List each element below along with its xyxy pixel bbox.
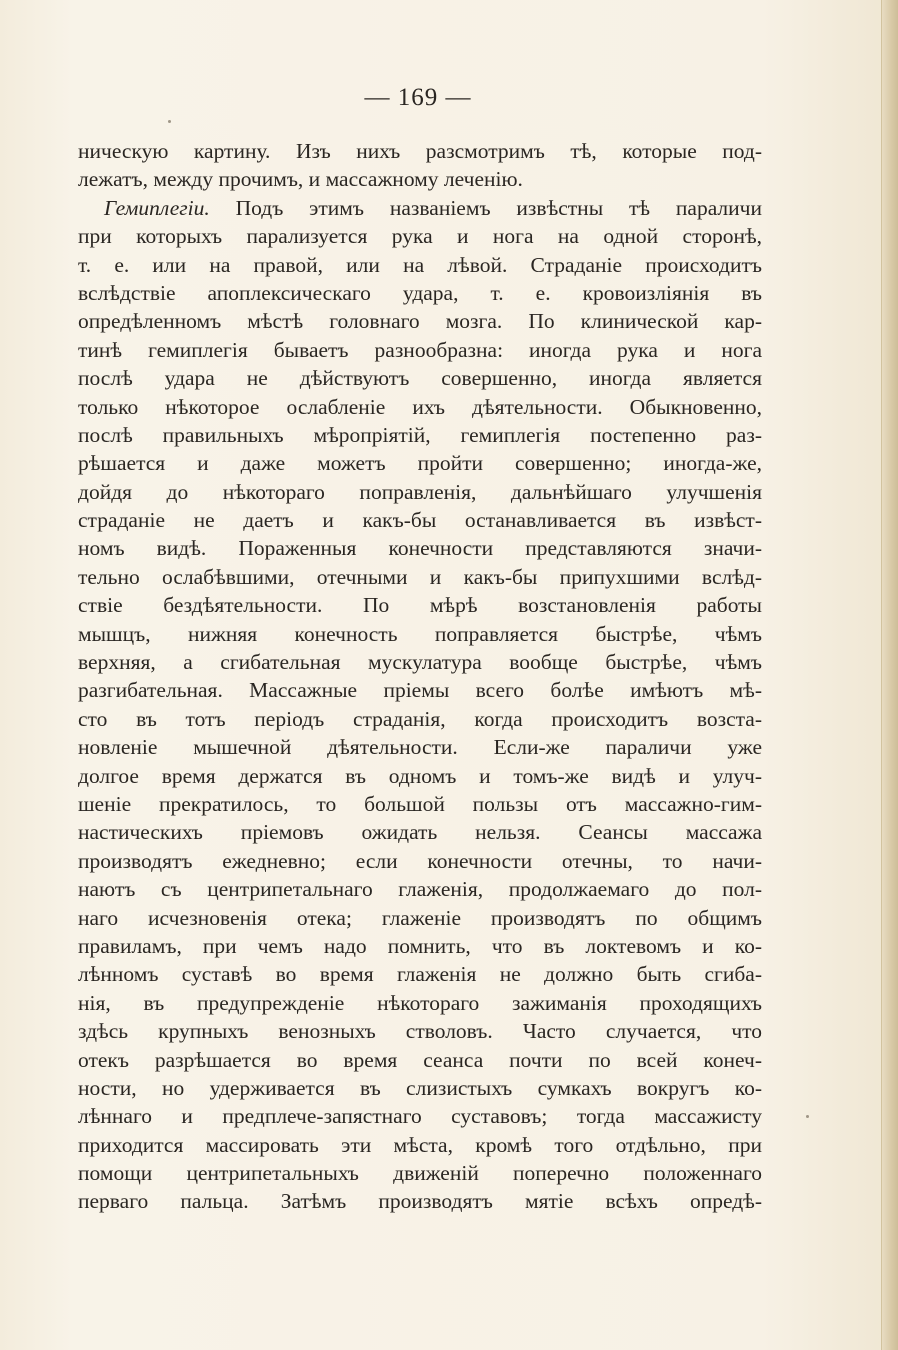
text-line: страданiе не даетъ и какъ-бы останавливается въ извѣст- bbox=[78, 508, 762, 533]
text-line: верхняя, а сгибательная мускулатура вообще быстрѣе, чѣмъ bbox=[78, 650, 762, 675]
text-line: тельно ослабѣвшими, отечными и какъ-бы припухшими вслѣд- bbox=[78, 564, 762, 589]
text-line: при которыхъ парализуется рука и нога на одной сторонѣ, bbox=[78, 224, 762, 249]
paragraph-1 bbox=[78, 137, 762, 194]
paper-speck bbox=[168, 120, 171, 123]
text-line: послѣ удара не дѣйствуютъ совершенно, иногда является bbox=[78, 366, 762, 391]
text-line: тинѣ гемиплегiя бываетъ разнообразна: иногда рука и нога bbox=[78, 337, 762, 362]
text-line: ности, но удерживается въ слизистыхъ сумкахъ вокругъ ко- bbox=[78, 1075, 762, 1100]
text-line: сто въ тотъ перiодъ страданiя, когда происходитъ возста- bbox=[78, 706, 762, 731]
text-line: приходится массировать эти мѣста, кромѣ того отдѣльно, при bbox=[78, 1132, 762, 1157]
text-line: настическихъ прiемовъ ожидать нельзя. Сеансы массажа bbox=[78, 820, 762, 845]
paragraph-2 bbox=[78, 222, 762, 1216]
text-line: шенiе прекратилось, то большой пользы отъ массажно-гим- bbox=[78, 791, 762, 816]
text-line: послѣ правильныхъ мѣропрiятiй, гемиплегiя постепенно раз- bbox=[78, 422, 762, 447]
text-line: рѣшается и даже можетъ пройти совершенно; иногда-же, bbox=[78, 451, 762, 476]
text-line: ническую картину. Изъ нихъ разсмотримъ тѣ, которые под- bbox=[78, 139, 762, 163]
paragraph-2-first-line bbox=[78, 194, 762, 222]
body-text bbox=[78, 137, 762, 1216]
text-line: отекъ разрѣшается во время сеанса почти по всей конеч- bbox=[78, 1047, 762, 1072]
text-line: наютъ съ центрипетальнаго глаженiя, продолжаемаго до пол- bbox=[78, 877, 762, 902]
text-line: лежатъ, между прочимъ, и массажному леченiю. bbox=[78, 167, 523, 192]
text-line: только нѣкоторое ослабленiе ихъ дѣятельности. Обыкновенно, bbox=[78, 394, 762, 419]
text-line: наго исчезновенiя отека; глаженiе производятъ по общимъ bbox=[78, 905, 762, 930]
text-line: производятъ ежедневно; если конечности отечны, то начи- bbox=[78, 848, 762, 873]
paper-speck bbox=[806, 1115, 809, 1118]
text-line: вслѣдствiе апоплексическаго удара, т. е. кровоизлiянiя въ bbox=[78, 280, 762, 305]
text-line: опредѣленномъ мѣстѣ головнаго мозга. По клинической кар- bbox=[78, 309, 762, 334]
text-line: правиламъ, при чемъ надо помнить, что въ локтевомъ и ко- bbox=[78, 933, 762, 958]
text-line: нiя, въ предупрежденiе нѣкотораго зажиманiя проходящихъ bbox=[78, 990, 762, 1015]
text-line: лѣннаго и предплече-запястнаго суставовъ; тогда массажисту bbox=[78, 1104, 762, 1129]
section-term: Гемиплегiи. bbox=[104, 195, 210, 220]
text-line: дойдя до нѣкотораго поправленiя, дальнѣйшаго улучшенiя bbox=[78, 479, 762, 504]
page-edge bbox=[881, 0, 898, 1350]
text-line: долгое время держатся въ одномъ и томъ-же видѣ и улуч- bbox=[78, 763, 762, 788]
paragraph-2-first-rest: Подъ этимъ названiемъ извѣстны тѣ параличи bbox=[209, 195, 762, 220]
text-line: т. е. или на правой, или на лѣвой. Страданiе происходитъ bbox=[78, 252, 762, 277]
text-line: лѣнномъ суставѣ во время глаженiя не должно быть сгиба- bbox=[78, 962, 762, 987]
text-line: ствiе бездѣятельности. По мѣрѣ возстановленiя работы bbox=[78, 593, 762, 618]
text-line: перваго пальца. Затѣмъ производятъ мятiе всѣхъ опредѣ- bbox=[78, 1189, 762, 1214]
text-line: здѣсь крупныхъ венозныхъ стволовъ. Часто случается, что bbox=[78, 1019, 762, 1044]
text-line: помощи центрипетальныхъ движенiй поперечно положеннаго bbox=[78, 1161, 762, 1186]
text-line: номъ видѣ. Пораженныя конечности представляются значи- bbox=[78, 536, 762, 561]
text-line: мышцъ, нижняя конечность поправляется быстрѣе, чѣмъ bbox=[78, 621, 762, 646]
text-line: разгибательная. Массажные прiемы всего болѣе имѣютъ мѣ- bbox=[78, 678, 762, 703]
text-line: новленiе мышечной дѣятельности. Если-же параличи уже bbox=[78, 735, 762, 760]
page-number: — 169 — bbox=[364, 84, 472, 111]
